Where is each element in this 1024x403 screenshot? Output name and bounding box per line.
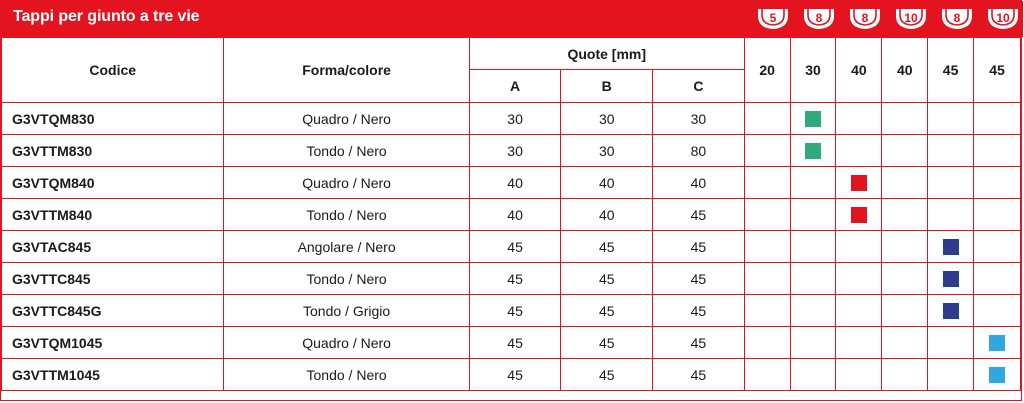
product-shape-color: Tondo / Nero (224, 263, 469, 295)
compat-cell (790, 231, 836, 263)
dimension-b: 40 (561, 199, 653, 231)
product-shape-color: Quadro / Nero (224, 167, 469, 199)
profile-size-label: 5 (769, 11, 777, 25)
gutter-profile-icon (756, 7, 790, 31)
dimension-b: 40 (561, 167, 653, 199)
compat-marker (989, 335, 1005, 351)
dimension-a: 30 (469, 103, 561, 135)
compat-cell (882, 295, 928, 327)
gutter-profile-icon (986, 7, 1020, 31)
header-size-6: 45 (974, 38, 1021, 103)
compat-cell (928, 231, 974, 263)
dimension-b: 45 (561, 231, 653, 263)
compat-cell (790, 359, 836, 391)
table-row (2, 135, 1021, 167)
dimension-c: 45 (653, 263, 745, 295)
compat-marker (851, 207, 867, 223)
compat-marker (989, 367, 1005, 383)
profile-size-label: 10 (904, 11, 918, 25)
product-code: G3VTQM830 (2, 103, 224, 135)
compat-cell (882, 359, 928, 391)
profile-size-label: 8 (815, 11, 823, 25)
compat-cell (882, 103, 928, 135)
table-row (2, 295, 1021, 327)
compat-cell (836, 135, 882, 167)
compat-cell (928, 135, 974, 167)
profile-size-label: 10 (996, 11, 1010, 25)
compat-cell (744, 167, 790, 199)
dimension-b: 30 (561, 135, 653, 167)
compat-cell (836, 199, 882, 231)
table-row (2, 231, 1021, 263)
header-size-1: 20 (744, 38, 790, 103)
product-code: G3VTTM830 (2, 135, 224, 167)
gutter-profile-icon (940, 7, 974, 31)
product-code: G3VTQM840 (2, 167, 224, 199)
compat-cell (974, 359, 1021, 391)
table-row (2, 263, 1021, 295)
product-code: G3VTTM1045 (2, 359, 224, 391)
header-quote: Quote [mm] (469, 38, 744, 70)
dimension-a: 45 (469, 327, 561, 359)
title-bar (1, 1, 1023, 37)
compat-cell (744, 103, 790, 135)
product-code: G3VTAC845 (2, 231, 224, 263)
compat-cell (744, 327, 790, 359)
compat-cell (790, 295, 836, 327)
compat-cell (744, 263, 790, 295)
compat-cell (790, 103, 836, 135)
compat-cell (744, 199, 790, 231)
compat-cell (882, 135, 928, 167)
dimension-c: 45 (653, 295, 745, 327)
header-size-4: 40 (882, 38, 928, 103)
compat-cell (836, 167, 882, 199)
compat-cell (790, 263, 836, 295)
product-shape-color: Tondo / Nero (224, 135, 469, 167)
dimension-c: 80 (653, 135, 745, 167)
dimension-c: 40 (653, 167, 745, 199)
dimension-a: 40 (469, 199, 561, 231)
product-table (1, 37, 1021, 391)
compat-marker (943, 303, 959, 319)
compat-marker (943, 239, 959, 255)
header-size-3: 40 (836, 38, 882, 103)
product-shape-color: Tondo / Grigio (224, 295, 469, 327)
compat-cell (882, 263, 928, 295)
compat-cell (882, 231, 928, 263)
dimension-c: 45 (653, 327, 745, 359)
compat-cell (836, 359, 882, 391)
compat-cell (882, 199, 928, 231)
product-code: G3VTTM840 (2, 199, 224, 231)
dimension-b: 45 (561, 295, 653, 327)
compat-cell (790, 327, 836, 359)
dimension-b: 45 (561, 327, 653, 359)
dimension-a: 40 (469, 167, 561, 199)
table-row (2, 167, 1021, 199)
header-forma: Forma/colore (224, 38, 469, 103)
header-codice: Codice (2, 38, 224, 103)
dimension-a: 45 (469, 295, 561, 327)
header-c: C (653, 70, 745, 103)
table-row (2, 327, 1021, 359)
table-row (2, 359, 1021, 391)
product-shape-color: Quadro / Nero (224, 327, 469, 359)
gutter-profile-icon (894, 7, 928, 31)
compat-cell (744, 295, 790, 327)
dimension-b: 45 (561, 359, 653, 391)
header-size-5: 45 (928, 38, 974, 103)
dimension-a: 45 (469, 263, 561, 295)
compat-marker (851, 175, 867, 191)
table-title: Tappi per giunto a tre vie (13, 8, 200, 25)
product-code: G3VTTC845 (2, 263, 224, 295)
gutter-profile-icon (848, 7, 882, 31)
table-row (2, 199, 1021, 231)
compat-cell (882, 167, 928, 199)
compat-marker (805, 143, 821, 159)
profile-size-label: 8 (953, 11, 961, 25)
compat-cell (928, 103, 974, 135)
compat-cell (836, 295, 882, 327)
compat-cell (790, 135, 836, 167)
product-code: G3VTQM1045 (2, 327, 224, 359)
compat-marker (805, 111, 821, 127)
compat-cell (928, 167, 974, 199)
profile-size-label: 8 (861, 11, 869, 25)
dimension-a: 45 (469, 359, 561, 391)
dimension-a: 45 (469, 231, 561, 263)
compat-cell (974, 167, 1021, 199)
compat-cell (974, 231, 1021, 263)
dimension-c: 30 (653, 103, 745, 135)
compat-cell (928, 359, 974, 391)
compat-cell (974, 263, 1021, 295)
compat-cell (974, 135, 1021, 167)
header-a: A (469, 70, 561, 103)
compat-cell (974, 103, 1021, 135)
dimension-b: 45 (561, 263, 653, 295)
compat-cell (974, 295, 1021, 327)
compat-cell (744, 231, 790, 263)
header-size-2: 30 (790, 38, 836, 103)
compat-cell (790, 167, 836, 199)
compat-marker (943, 271, 959, 287)
product-shape-color: Angolare / Nero (224, 231, 469, 263)
product-shape-color: Quadro / Nero (224, 103, 469, 135)
compat-cell (928, 327, 974, 359)
compat-cell (836, 327, 882, 359)
compat-cell (744, 359, 790, 391)
compat-cell (790, 199, 836, 231)
dimension-c: 45 (653, 231, 745, 263)
gutter-profile-icon (802, 7, 836, 31)
compat-cell (928, 263, 974, 295)
compat-cell (974, 327, 1021, 359)
dimension-c: 45 (653, 359, 745, 391)
dimension-b: 30 (561, 103, 653, 135)
product-code: G3VTTC845G (2, 295, 224, 327)
product-shape-color: Tondo / Nero (224, 359, 469, 391)
compat-cell (928, 295, 974, 327)
compat-cell (928, 199, 974, 231)
compat-cell (744, 135, 790, 167)
compat-cell (836, 231, 882, 263)
compat-cell (836, 103, 882, 135)
table-row (2, 103, 1021, 135)
compat-cell (974, 199, 1021, 231)
header-b: B (561, 70, 653, 103)
compat-cell (882, 327, 928, 359)
compat-cell (836, 263, 882, 295)
dimension-a: 30 (469, 135, 561, 167)
dimension-c: 45 (653, 199, 745, 231)
product-shape-color: Tondo / Nero (224, 199, 469, 231)
